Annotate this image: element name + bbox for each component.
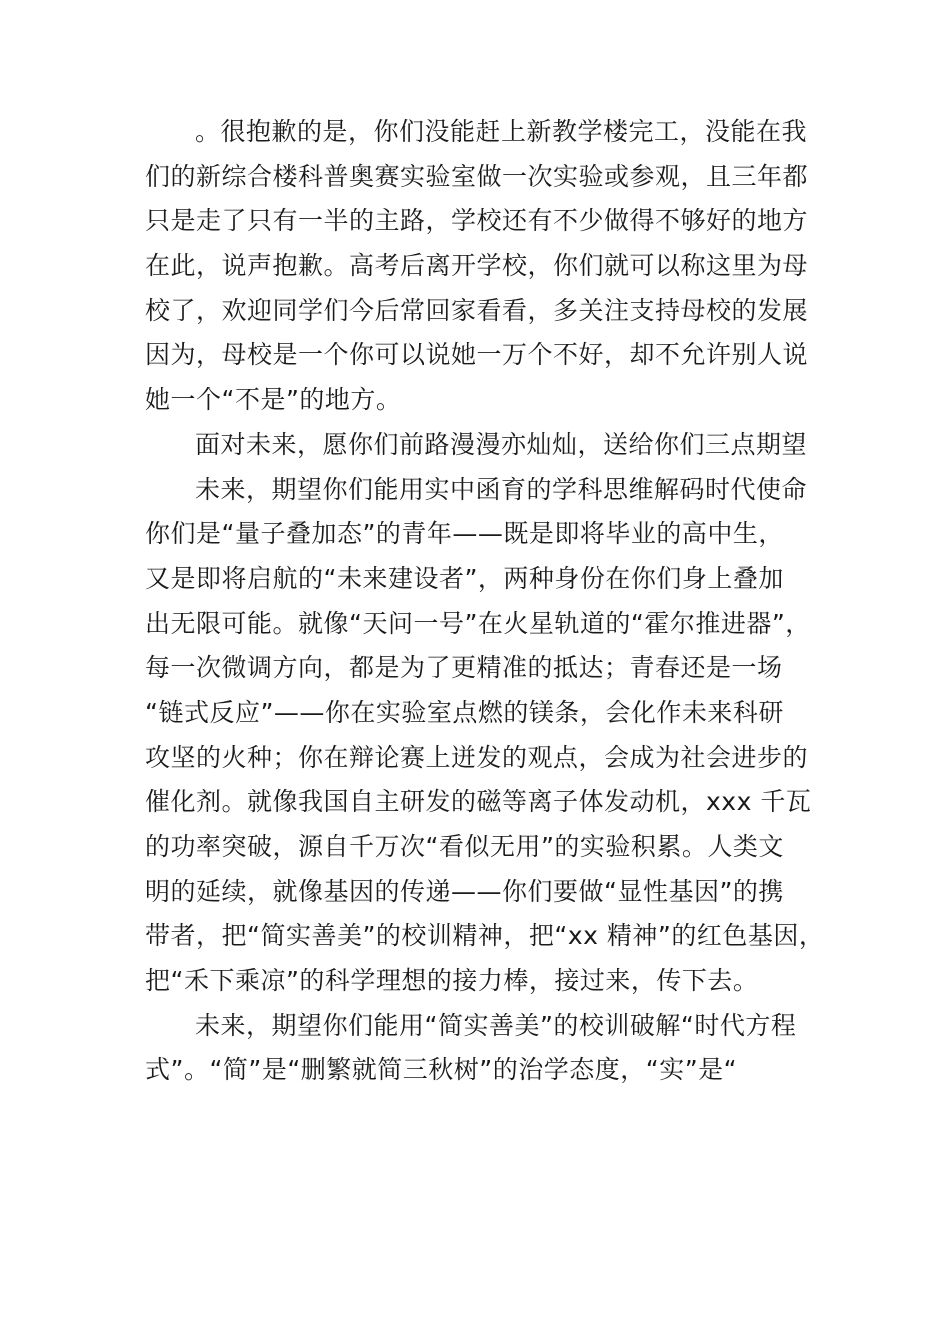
text-line: 。很抱歉的是，你们没能赶上新教学楼完工，没能在我 <box>195 117 808 146</box>
text-line: 把“禾下乘凉”的科学理想的接力棒，接过来，传下去。 <box>145 966 759 996</box>
text-line: 催化剂。就像我国自主研发的磁等离子体发动机，xxx 千瓦 <box>145 787 812 817</box>
text-line: 未来，期望你们能用实中函育的学科思维解码时代使命 <box>195 474 808 504</box>
text-line: 面对未来，愿你们前路漫漫亦灿灿，送给你们三点期望 <box>195 429 808 459</box>
text-line: 明的延续，就像基因的传递——你们要做“显性基因”的携 <box>145 876 784 906</box>
text-line: 带者，把“简实善美”的校训精神，把“xx 精神”的红色基因， <box>145 921 825 951</box>
text-line: 的功率突破，源自千万次“看似无用”的实验积累。人类文 <box>145 832 784 861</box>
text-line: 攻坚的火种；你在辩论赛上迸发的观点，会成为社会进步的 <box>145 742 809 772</box>
text-line: 们的新综合楼科普奥赛实验室做一次实验或参观，且三年都 <box>145 161 809 191</box>
text-line: 只是走了只有一半的主路，学校还有不少做得不够好的地方 <box>145 206 809 236</box>
text-line: 又是即将启航的“未来建设者”，两种身份在你们身上叠加 <box>145 563 784 593</box>
text-line: 每一次微调方向，都是为了更精准的抵达；青春还是一场 <box>145 653 783 683</box>
text-line: “链式反应”——你在实验室点燃的镁条，会化作未来科研 <box>145 697 784 727</box>
text-line: 你们是“量子叠加态”的青年——既是即将毕业的高中生， <box>145 519 784 549</box>
text-line: 校了，欢迎同学们今后常回家看看，多关注支持母校的发展 <box>145 295 809 325</box>
text-line: 出无限可能。就像“天问一号”在火星轨道的“霍尔推进器”， <box>145 608 811 638</box>
text-line: 未来，期望你们能用“简实善美”的校训破解“时代方程 <box>195 1010 797 1040</box>
text-line: 她一个“不是”的地方。 <box>145 385 402 415</box>
text-line: 在此，说声抱歉。高考后离开学校，你们就可以称这里为母 <box>145 251 809 281</box>
text-line: 因为，母校是一个你可以说她一万个不好，却不允许别人说 <box>145 340 809 370</box>
document-body <box>145 110 845 1093</box>
text-line: 式”。“简”是“删繁就简三秋树”的治学态度，“实”是“ <box>145 1055 738 1085</box>
